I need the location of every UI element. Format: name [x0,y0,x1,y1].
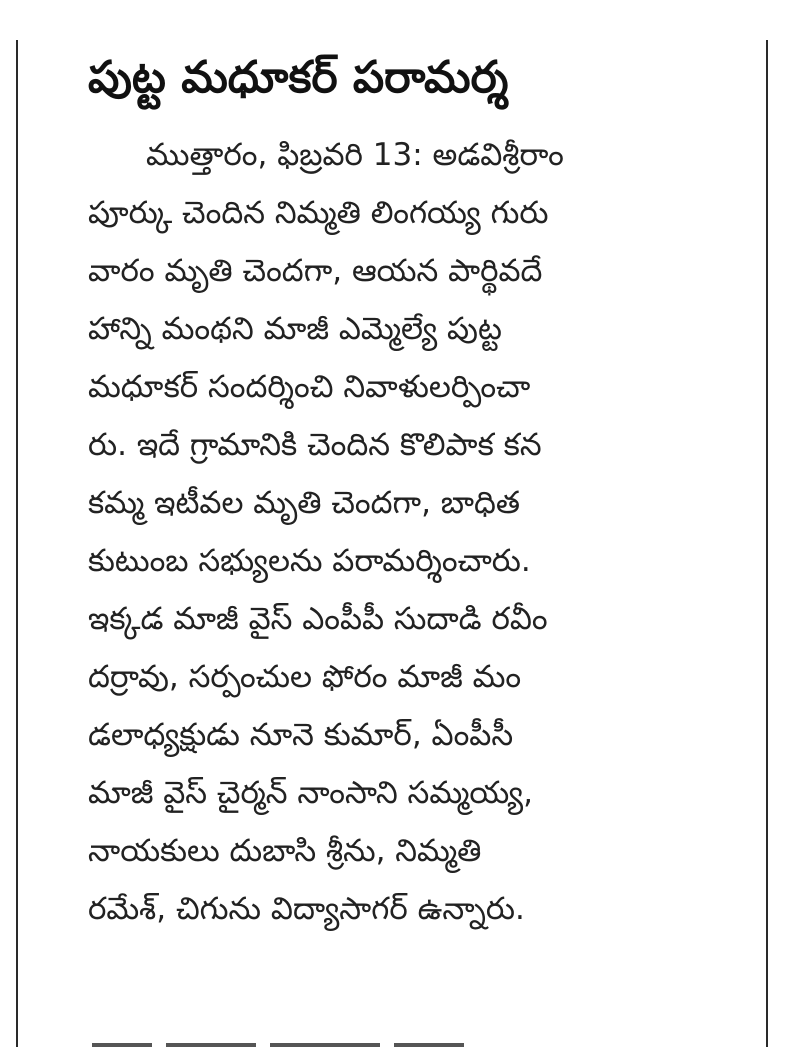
body-line: హాన్ని మంథని మాజీ ఎమ్మెల్యే పుట్ట [88,311,502,347]
column-rule-left [16,40,18,1047]
body-line: ముత్తారం, ఫిబ్రవరి 13: అడవిశ్రీరాం [146,137,564,173]
body-line: రు. ఇదే గ్రామానికి చెందిన కొలిపాక కన [88,427,542,463]
body-line: నాయకులు దుబాసి శ్రీను, నిమ్మతి [88,833,482,869]
article-headline: పుట్ట మధూకర్ పరామర్శ [88,52,509,103]
news-article [88,30,728,938]
body-line: మాజీ వైస్ చైర్మన్ నాంసాని సమ్మయ్య, [88,775,533,811]
next-article-cutoff [92,1034,512,1047]
body-line: కమ్మ ఇటీవల మృతి చెందగా, బాధిత [88,485,521,521]
body-line: పూర్కు చెందిన నిమ్మతి లింగయ్య గురు [88,195,549,231]
body-line: మధూకర్ సందర్శించి నివాళులర్పించా [88,369,531,405]
body-line: డలాధ్యక్షుడు నూనె కుమార్, ఏంపీసీ [88,717,514,753]
article-body [88,126,728,938]
body-line: కుటుంబ సభ్యులను పరామర్శించారు. [88,543,531,579]
body-line: ఇక్కడ మాజీ వైస్ ఎంపీపీ సుదాడి రవీం [88,601,548,637]
body-line: వారం మృతి చెందగా, ఆయన పార్థివదే [88,253,543,289]
column-rule-right [766,40,768,1047]
body-line: రమేశ్, చిగును విద్యాసాగర్ ఉన్నారు. [88,891,525,927]
body-line: దర్రావు, సర్పంచుల ఫోరం మాజీ మం [88,659,522,695]
